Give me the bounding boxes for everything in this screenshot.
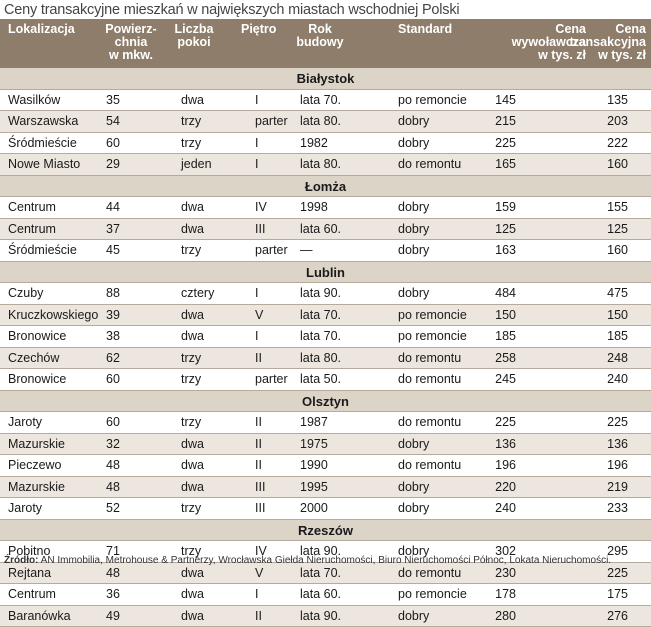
cell-pokoje: dwa (181, 90, 241, 111)
cell-lokalizacja: Bronowice (8, 326, 98, 347)
cell-pietro: II (255, 455, 295, 476)
cell-pokoje: dwa (181, 197, 241, 218)
cell-pokoje: dwa (181, 563, 241, 584)
cell-cena-wywolawcza: 230 (470, 563, 516, 584)
cell-lokalizacja: Rejtana (8, 563, 98, 584)
cell-standard: dobry (398, 197, 488, 218)
group-city-label: Rzeszów (0, 520, 651, 541)
cell-cena-wywolawcza: 136 (470, 434, 516, 455)
cell-standard: dobry (398, 498, 488, 519)
cell-cena-transakcyjna: 185 (580, 326, 628, 347)
cell-pietro: parter (255, 111, 295, 132)
table-row (0, 434, 651, 456)
cell-powierzchnia: 38 (106, 326, 120, 347)
header-pietro: Piętro (241, 23, 291, 36)
cell-cena-wywolawcza: 196 (470, 455, 516, 476)
cell-powierzchnia: 48 (106, 563, 120, 584)
group-row (0, 520, 651, 542)
cell-pietro: III (255, 219, 295, 240)
table-row (0, 133, 651, 155)
table-row (0, 348, 651, 370)
cell-pokoje: jeden (181, 154, 241, 175)
cell-cena-wywolawcza: 225 (470, 133, 516, 154)
cell-lokalizacja: Warszawska (8, 111, 98, 132)
cell-pokoje: trzy (181, 240, 241, 261)
header-powierzchnia: Powierz- chnia w mkw. (96, 23, 166, 62)
cell-pokoje: dwa (181, 305, 241, 326)
cell-standard: do remontu (398, 455, 488, 476)
cell-cena-transakcyjna: 240 (580, 369, 628, 390)
cell-lokalizacja: Wasilków (8, 90, 98, 111)
cell-pokoje: trzy (181, 111, 241, 132)
cell-powierzchnia: 62 (106, 348, 120, 369)
cell-pietro: V (255, 563, 295, 584)
cell-cena-wywolawcza: 125 (470, 219, 516, 240)
cell-rok: lata 60. (300, 219, 370, 240)
cell-rok: 1982 (300, 133, 370, 154)
cell-standard: dobry (398, 219, 488, 240)
cell-standard: do remontu (398, 348, 488, 369)
cell-lokalizacja: Mazurskie (8, 434, 98, 455)
cell-pokoje: dwa (181, 326, 241, 347)
cell-cena-transakcyjna: 136 (580, 434, 628, 455)
cell-standard: dobry (398, 133, 488, 154)
cell-lokalizacja: Jaroty (8, 498, 98, 519)
cell-powierzchnia: 29 (106, 154, 120, 175)
cell-cena-transakcyjna: 225 (580, 563, 628, 584)
cell-standard: dobry (398, 477, 488, 498)
table-row (0, 326, 651, 348)
cell-lokalizacja: Bronowice (8, 369, 98, 390)
header-standard: Standard (398, 23, 468, 36)
cell-cena-transakcyjna: 295 (580, 541, 628, 562)
cell-pokoje: dwa (181, 455, 241, 476)
cell-cena-transakcyjna: 150 (580, 305, 628, 326)
cell-cena-transakcyjna: 135 (580, 90, 628, 111)
table-body (0, 68, 651, 627)
cell-pietro: II (255, 606, 295, 627)
cell-powierzchnia: 60 (106, 412, 120, 433)
cell-pokoje: trzy (181, 348, 241, 369)
cell-cena-transakcyjna: 233 (580, 498, 628, 519)
table-row (0, 305, 651, 327)
cell-standard: po remoncie (398, 90, 488, 111)
cell-powierzchnia: 52 (106, 498, 120, 519)
cell-rok: — (300, 240, 370, 261)
cell-cena-wywolawcza: 165 (470, 154, 516, 175)
cell-cena-wywolawcza: 484 (470, 283, 516, 304)
cell-cena-transakcyjna: 125 (580, 219, 628, 240)
table-header (0, 19, 651, 68)
cell-powierzchnia: 54 (106, 111, 120, 132)
cell-pokoje: dwa (181, 584, 241, 605)
cell-pokoje: dwa (181, 434, 241, 455)
cell-pokoje: trzy (181, 498, 241, 519)
cell-lokalizacja: Baranówka (8, 606, 98, 627)
table-row (0, 240, 651, 262)
cell-pokoje: dwa (181, 219, 241, 240)
cell-rok: lata 70. (300, 326, 370, 347)
cell-rok: 2000 (300, 498, 370, 519)
cell-standard: po remoncie (398, 326, 488, 347)
cell-lokalizacja: Pobitno (8, 541, 98, 562)
cell-cena-wywolawcza: 240 (470, 498, 516, 519)
cell-pietro: II (255, 434, 295, 455)
table-row (0, 498, 651, 520)
cell-cena-wywolawcza: 245 (470, 369, 516, 390)
table-row (0, 283, 651, 305)
cell-rok: lata 80. (300, 154, 370, 175)
cell-pietro: I (255, 133, 295, 154)
group-city-label: Białystok (0, 68, 651, 89)
cell-powierzchnia: 44 (106, 197, 120, 218)
cell-cena-wywolawcza: 163 (470, 240, 516, 261)
table-row (0, 455, 651, 477)
header-cena-wywolawcza: Cena wywoławcza w tys. zł (480, 23, 586, 62)
cell-rok: 1995 (300, 477, 370, 498)
cell-pietro: I (255, 584, 295, 605)
cell-standard: do remontu (398, 563, 488, 584)
cell-lokalizacja: Centrum (8, 584, 98, 605)
cell-pokoje: dwa (181, 606, 241, 627)
table-row (0, 369, 651, 391)
cell-cena-wywolawcza: 220 (470, 477, 516, 498)
cell-pietro: I (255, 326, 295, 347)
group-city-label: Łomża (0, 176, 651, 197)
cell-pokoje: trzy (181, 369, 241, 390)
cell-powierzchnia: 60 (106, 369, 120, 390)
cell-powierzchnia: 35 (106, 90, 120, 111)
cell-standard: dobry (398, 606, 488, 627)
cell-standard: po remoncie (398, 584, 488, 605)
header-rok: Rok budowy (290, 23, 350, 49)
cell-cena-wywolawcza: 159 (470, 197, 516, 218)
cell-cena-transakcyjna: 475 (580, 283, 628, 304)
cell-cena-transakcyjna: 160 (580, 154, 628, 175)
cell-lokalizacja: Mazurskie (8, 477, 98, 498)
cell-cena-transakcyjna: 203 (580, 111, 628, 132)
cell-pokoje: trzy (181, 133, 241, 154)
cell-rok: lata 80. (300, 111, 370, 132)
cell-rok: lata 90. (300, 606, 370, 627)
source-label: Źródło: (4, 555, 38, 566)
cell-cena-transakcyjna: 248 (580, 348, 628, 369)
table-row (0, 584, 651, 606)
cell-pietro: I (255, 154, 295, 175)
cell-pietro: III (255, 477, 295, 498)
cell-standard: dobry (398, 434, 488, 455)
cell-cena-transakcyjna: 276 (580, 606, 628, 627)
cell-pietro: III (255, 498, 295, 519)
cell-lokalizacja: Centrum (8, 197, 98, 218)
cell-pokoje: dwa (181, 477, 241, 498)
cell-powierzchnia: 71 (106, 541, 120, 562)
group-row (0, 391, 651, 413)
cell-standard: do remontu (398, 369, 488, 390)
cell-rok: 1998 (300, 197, 370, 218)
cell-cena-transakcyjna: 155 (580, 197, 628, 218)
cell-powierzchnia: 48 (106, 477, 120, 498)
cell-standard: dobry (398, 111, 488, 132)
cell-cena-transakcyjna: 222 (580, 133, 628, 154)
table-row (0, 154, 651, 176)
cell-pietro: parter (255, 240, 295, 261)
cell-lokalizacja: Śródmieście (8, 133, 98, 154)
cell-rok: lata 90. (300, 283, 370, 304)
cell-powierzchnia: 36 (106, 584, 120, 605)
cell-pietro: V (255, 305, 295, 326)
cell-cena-transakcyjna: 225 (580, 412, 628, 433)
cell-cena-wywolawcza: 145 (470, 90, 516, 111)
cell-cena-transakcyjna: 160 (580, 240, 628, 261)
cell-pokoje: trzy (181, 541, 241, 562)
source-note (4, 555, 611, 567)
cell-cena-wywolawcza: 178 (470, 584, 516, 605)
cell-cena-transakcyjna: 175 (580, 584, 628, 605)
cell-standard: dobry (398, 240, 488, 261)
cell-cena-transakcyjna: 219 (580, 477, 628, 498)
table-row (0, 219, 651, 241)
cell-rok: lata 80. (300, 348, 370, 369)
cell-powierzchnia: 39 (106, 305, 120, 326)
cell-lokalizacja: Jaroty (8, 412, 98, 433)
cell-pietro: parter (255, 369, 295, 390)
cell-rok: lata 70. (300, 563, 370, 584)
cell-rok: lata 60. (300, 584, 370, 605)
cell-pokoje: cztery (181, 283, 241, 304)
cell-lokalizacja: Czechów (8, 348, 98, 369)
cell-powierzchnia: 88 (106, 283, 120, 304)
cell-lokalizacja: Nowe Miasto (8, 154, 98, 175)
header-cena-transakcyjna: Cena transakcyjna w tys. zł (546, 23, 646, 62)
table-row (0, 111, 651, 133)
cell-pietro: II (255, 348, 295, 369)
cell-pietro: I (255, 283, 295, 304)
group-row (0, 262, 651, 284)
cell-cena-wywolawcza: 258 (470, 348, 516, 369)
group-row (0, 176, 651, 198)
cell-cena-wywolawcza: 225 (470, 412, 516, 433)
cell-pokoje: trzy (181, 412, 241, 433)
table-row (0, 477, 651, 499)
cell-rok: 1987 (300, 412, 370, 433)
cell-rok: 1990 (300, 455, 370, 476)
cell-pietro: IV (255, 197, 295, 218)
cell-lokalizacja: Śródmieście (8, 240, 98, 261)
table-row (0, 412, 651, 434)
cell-rok: lata 70. (300, 305, 370, 326)
cell-rok: lata 70. (300, 90, 370, 111)
cell-standard: dobry (398, 541, 488, 562)
cell-powierzchnia: 32 (106, 434, 120, 455)
table-row (0, 197, 651, 219)
cell-pietro: IV (255, 541, 295, 562)
table-row (0, 90, 651, 112)
cell-powierzchnia: 48 (106, 455, 120, 476)
cell-cena-wywolawcza: 150 (470, 305, 516, 326)
cell-cena-wywolawcza: 185 (470, 326, 516, 347)
cell-rok: 1975 (300, 434, 370, 455)
cell-lokalizacja: Kruczkowskiego (8, 305, 98, 326)
table-row (0, 606, 651, 627)
cell-cena-transakcyjna: 196 (580, 455, 628, 476)
cell-rok: lata 50. (300, 369, 370, 390)
group-city-label: Lublin (0, 262, 651, 283)
cell-rok: lata 90. (300, 541, 370, 562)
group-row (0, 68, 651, 90)
cell-standard: dobry (398, 283, 488, 304)
cell-standard: po remoncie (398, 305, 488, 326)
group-city-label: Olsztyn (0, 391, 651, 412)
cell-standard: do remontu (398, 412, 488, 433)
cell-lokalizacja: Centrum (8, 219, 98, 240)
cell-pietro: I (255, 90, 295, 111)
cell-powierzchnia: 49 (106, 606, 120, 627)
cell-powierzchnia: 60 (106, 133, 120, 154)
cell-powierzchnia: 37 (106, 219, 120, 240)
cell-lokalizacja: Czuby (8, 283, 98, 304)
cell-pietro: II (255, 412, 295, 433)
cell-cena-wywolawcza: 280 (470, 606, 516, 627)
cell-cena-wywolawcza: 215 (470, 111, 516, 132)
cell-standard: do remontu (398, 154, 488, 175)
header-pokoje: Liczba pokoi (164, 23, 224, 49)
cell-cena-wywolawcza: 302 (470, 541, 516, 562)
source-text: AN Immobilia, Metrohouse & Partnerzy, Wrocławska Giełda Nieruchomości, Biuro Nieruchomości Północ, Lokata Nieruchomości. (38, 555, 611, 566)
table-title: Ceny transakcyjne mieszkań w największych miastach wschodniej Polski (4, 1, 459, 19)
cell-powierzchnia: 45 (106, 240, 120, 261)
header-lokalizacja: Lokalizacja (8, 23, 98, 36)
cell-lokalizacja: Pieczewo (8, 455, 98, 476)
